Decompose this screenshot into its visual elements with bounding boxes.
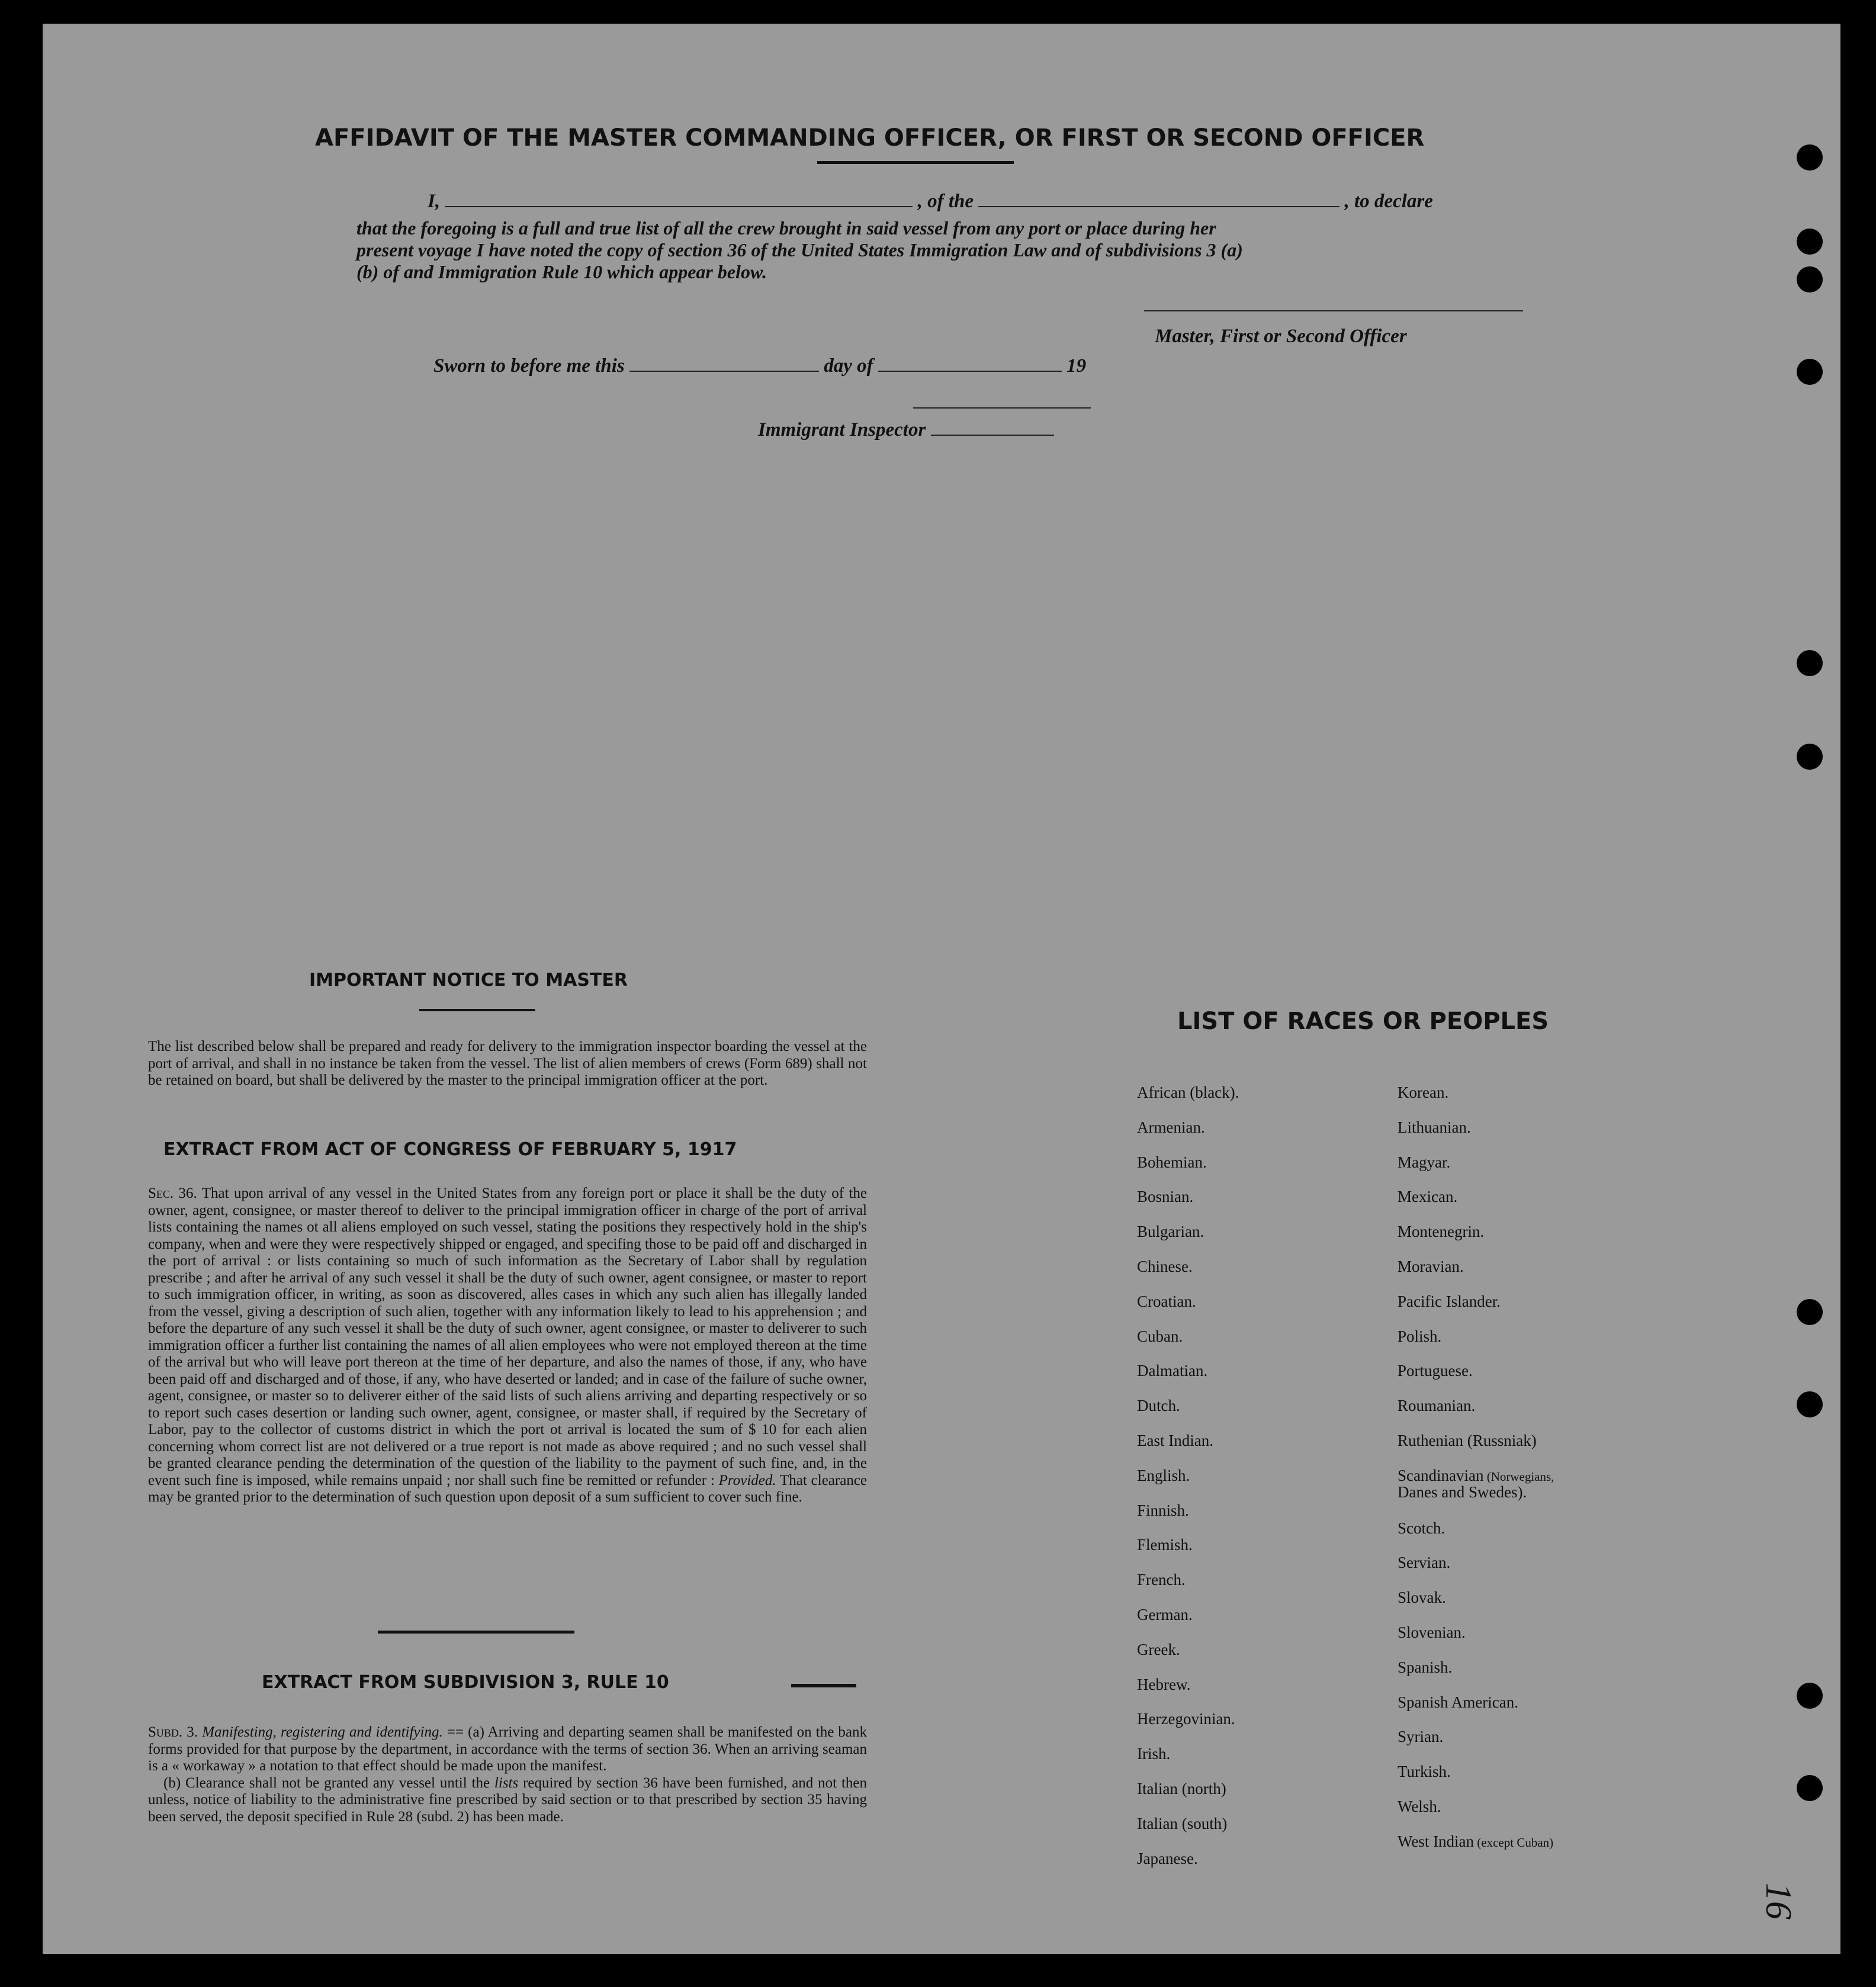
race-item: Finnish. [1137, 1501, 1189, 1519]
notice-title: IMPORTANT NOTICE TO MASTER [309, 970, 628, 991]
race-item: Welsh. [1398, 1798, 1441, 1815]
race-item: Dutch. [1137, 1397, 1180, 1415]
rule-extract-rule [791, 1684, 856, 1687]
race-item: French. [1137, 1571, 1186, 1589]
sworn-month-field[interactable] [878, 355, 1062, 372]
race-item: African (black). [1137, 1083, 1239, 1101]
sworn-day-field[interactable] [629, 355, 819, 372]
race-item: Scotch. [1398, 1519, 1445, 1537]
race-item: Turkish. [1398, 1763, 1451, 1781]
notice-title-rule [419, 1009, 535, 1011]
rule-extract-title: EXTRACT FROM SUBDIVISION 3, RULE 10 [262, 1672, 669, 1693]
race-item: Cuban. [1137, 1327, 1183, 1345]
sworn-label: Sworn to before me this [433, 355, 625, 377]
race-item: Scandinavian (Norwegians, [1398, 1466, 1554, 1484]
act-extract-text [148, 1185, 867, 1506]
signature-label: Master, First or Second Officer [1155, 326, 1407, 347]
race-item: Ruthenian (Russniak) [1398, 1432, 1537, 1449]
year-label: 19 [1067, 355, 1087, 377]
binder-hole [1797, 1299, 1823, 1325]
inspector-label: Immigrant Inspector [758, 419, 926, 441]
races-title: LIST OF RACES OR PEOPLES [1177, 1008, 1549, 1035]
subd-text-b-end: required by section 36 have been furnished, and not then unless, notice of liability to the administrative fine prescribed by said section or to that prescribed by section 35 having been served, the deposit specified in Rule 28 (subd. 2) has been made. [148, 1774, 868, 1825]
race-item: Flemish. [1137, 1536, 1193, 1554]
master-name-field[interactable] [445, 191, 913, 207]
race-item: Moravian. [1398, 1258, 1464, 1275]
affidavit-title: AFFIDAVIT OF THE MASTER COMMANDING OFFICER, OR FIRST OR SECOND OFFICER [315, 124, 1425, 152]
race-item: Roumanian. [1398, 1397, 1476, 1415]
race-item: Spanish. [1398, 1658, 1453, 1676]
race-item: Montenegrin. [1398, 1223, 1485, 1241]
binder-hole [1797, 359, 1823, 385]
race-item: Lithuanian. [1398, 1118, 1471, 1136]
race-item: Slovak. [1398, 1589, 1446, 1607]
race-item: Japanese. [1137, 1849, 1198, 1867]
binder-hole [1797, 266, 1823, 292]
binder-hole [1797, 650, 1823, 676]
inspector-line [758, 419, 1054, 441]
vessel-name-field[interactable] [978, 191, 1339, 207]
race-item: Mexican. [1398, 1188, 1458, 1206]
binder-hole [1797, 744, 1823, 770]
race-item: Spanish American. [1398, 1693, 1518, 1711]
subd-title: Manifesting, registering and identifying. [202, 1724, 443, 1740]
race-item: East Indian. [1137, 1432, 1213, 1449]
sworn-line [433, 355, 1086, 377]
rule-extract-text [148, 1724, 867, 1825]
binder-hole [1797, 1775, 1823, 1801]
race-item: Bohemian. [1137, 1153, 1207, 1171]
scandinavian-note-cont: Danes and Swedes). [1398, 1483, 1527, 1501]
signature-line[interactable] [1144, 310, 1523, 311]
affidavit-body-line-1: that the foregoing is a full and true list of all the crew brought in said vessel from any port or place during her [356, 217, 1216, 239]
binder-hole [1797, 1683, 1823, 1709]
subd-text-a: == (a) Arriving and departing seamen shall be manifested on the bank forms provided for that purpose by the department, in accordance with the terms of section 36. When an arriving seaman is a « workaway » a notation to that effect should be made upon the manifest. [148, 1724, 868, 1774]
binder-hole [1797, 144, 1823, 171]
provided-label: Provided. [718, 1472, 776, 1488]
day-of-label: day of [824, 355, 873, 377]
race-item: Chinese. [1137, 1258, 1193, 1275]
sec-label: Sec. 36. [148, 1185, 197, 1201]
binder-hole [1797, 229, 1823, 255]
race-item: Dalmatian. [1137, 1362, 1208, 1380]
race-item: Slovenian. [1398, 1623, 1466, 1641]
act-body: That upon arrival of any vessel in the United States from any foreign port or place it shall be the duty of the owner, agent, consignee, or master thereof to deliver to the principal immigration officer in charge of the port of arrival lists containing the names ot all aliens employed on such vessel, stating the positions they respectively hold in the ship's company, when and were they were respectively shipped or engaged, and specifing those to be paid off and discharged in the port of arrival : or lists containing so much of such information as the Secretary of Labor shall by regulation prescribe ; and after he arrival of any such vessel it shall be the duty of such owner, agent consignee, or master to report to such immigration officer, in writing, as soon as discovered, alles cases in which any such alien has illegally landed from the vessel, giving a description of such alien, together with any information likely to lead to his apprehension ; and before the departure of any such vessel it shall be the duty of such owner, agent consignee, or master to deliverer to such immigration officer a further list containing the names of all alien employees who were not employed thereon at the time of the arrival but who will leave port thereon at the time of her departure, and also the names of those, if any, who have been paid off and discharged and of those, if any, who have deserted or landed; and in case of the failure of suche owner, agent, consignee, or master so to deliverer either of the said lists of such aliens arriving and departing respectively or so to report such cases desertion or landing such owner, agent, consignee, or master shall, if required by the Secretary of Labor, pay to the collector of customs district in which the port ot arrival is located the sum of $ 10 for each alien concerning whom correct list are not delivered or a true report is not made as above required ; and no such vessel shall be granted clearance pending the determination of the question of the liability to the payment of such fine, and, in the event such fine is imposed, while remains unpaid ; nor shall such fine be remitted or refunder : [148, 1185, 868, 1488]
race-item: Hebrew. [1137, 1675, 1191, 1693]
affidavit-body-line-2: present voyage I have noted the copy of section 36 of the United States Immigration Law and of subdivisions 3 (a) [356, 239, 1243, 261]
race-item: West Indian (except Cuban) [1398, 1832, 1554, 1850]
race-item: Polish. [1398, 1327, 1442, 1345]
document-page [43, 24, 1840, 1954]
race-item: Herzegovinian. [1137, 1710, 1235, 1728]
i-label: I, [428, 191, 441, 212]
subd-label: Subd. 3. [148, 1724, 198, 1740]
act-extract-rule [378, 1631, 574, 1634]
subd-text-b-start: (b) Clearance shall not be granted any vessel until the [163, 1774, 490, 1791]
notice-text: The list described below shall be prepared and ready for delivery to the immigration inspector boarding the vessel at the port of arrival, and shall in no instance be taken from the vessel. The list of alien members of crews (Form 689) shall not be retained on board, but shall be delivered by the master to the principal immigration officer at the port. [148, 1038, 867, 1088]
to-declare-label: , to declare [1344, 191, 1433, 212]
inspector-signature-field[interactable] [931, 419, 1054, 436]
race-item: Bosnian. [1137, 1188, 1194, 1206]
affidavit-body-line-3: (b) of and Immigration Rule 10 which appear below. [356, 261, 767, 282]
race-item: Syrian. [1398, 1728, 1444, 1746]
inspector-signature-line-top[interactable] [913, 407, 1091, 409]
race-item: Magyar. [1398, 1153, 1451, 1171]
race-item: Servian. [1398, 1554, 1451, 1572]
affidavit-declaration-line [428, 191, 1433, 213]
act-extract-title: EXTRACT FROM ACT OF CONGRESS OF FEBRUARY 5, 1917 [163, 1139, 737, 1160]
race-item: Italian (south) [1137, 1814, 1228, 1832]
race-item: Korean. [1398, 1083, 1449, 1101]
subd-text-b-lists: lists [494, 1774, 519, 1791]
race-item: Croatian. [1137, 1292, 1196, 1310]
of-the-label: , of the [917, 191, 974, 212]
race-item: Pacific Islander. [1398, 1292, 1501, 1310]
race-item: Italian (north) [1137, 1780, 1226, 1798]
race-item: Armenian. [1137, 1118, 1205, 1136]
scandinavian-note: (Norwegians, [1483, 1469, 1554, 1484]
binder-hole [1797, 1391, 1823, 1417]
race-item: Greek. [1137, 1640, 1180, 1658]
act-body-end: That clearance may be granted prior to the determination of such question upon deposit of a sum sufficient to cover such fine. [148, 1472, 868, 1505]
race-item: English. [1137, 1466, 1190, 1484]
handwritten-folio-number: 16 [1758, 1883, 1798, 1920]
west-indian-note: (except Cuban) [1474, 1835, 1554, 1850]
affidavit-title-rule [817, 161, 1014, 164]
race-item: Portuguese. [1398, 1362, 1473, 1380]
race-item: Irish. [1137, 1745, 1171, 1763]
race-item: Bulgarian. [1137, 1223, 1204, 1241]
race-item: German. [1137, 1606, 1193, 1623]
